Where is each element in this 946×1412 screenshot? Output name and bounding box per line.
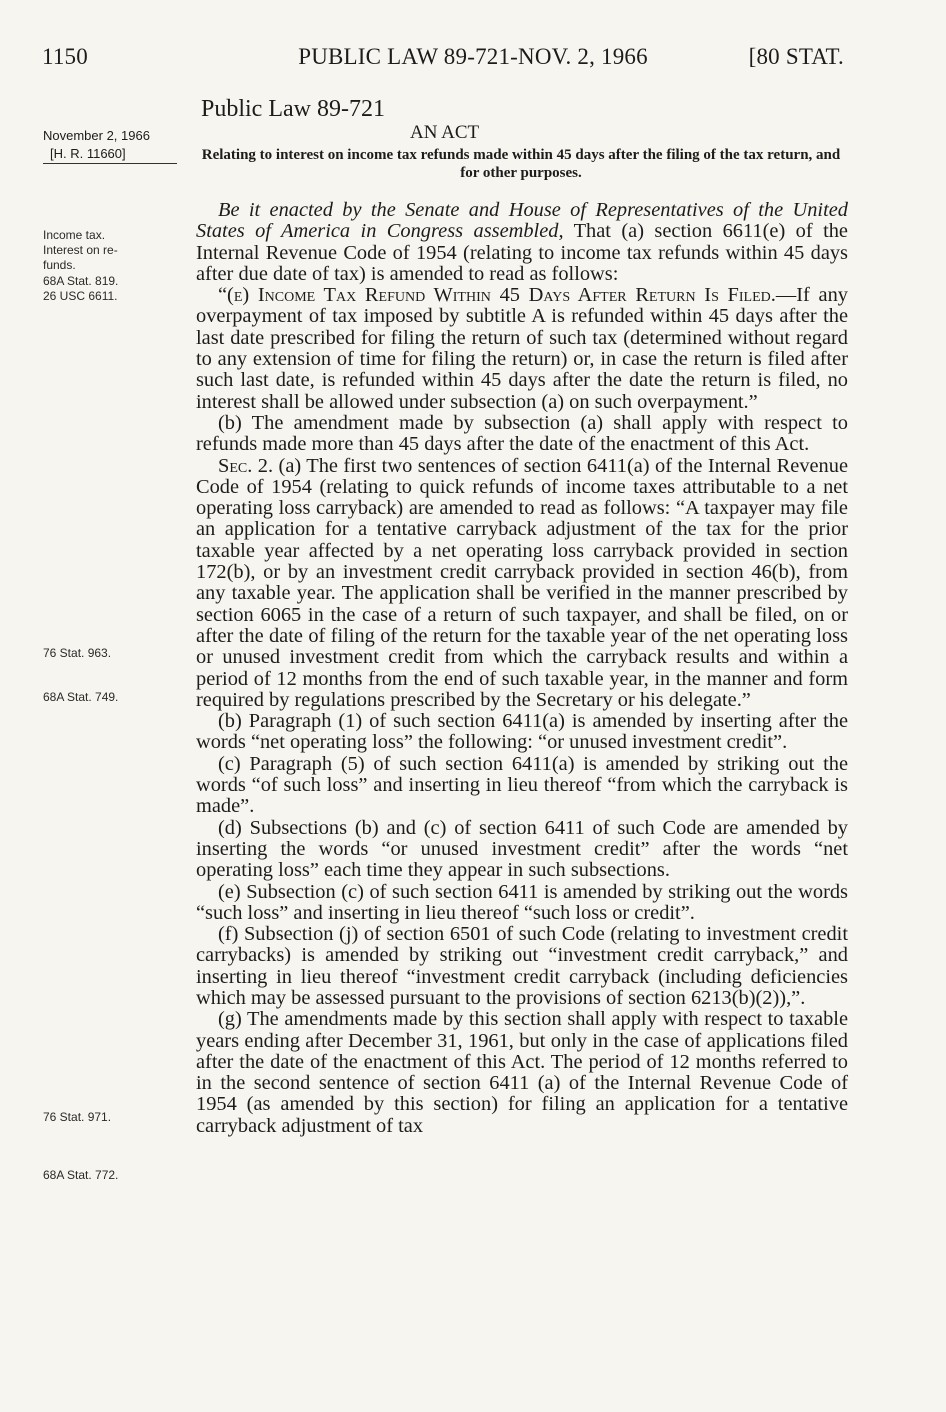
enactment-date: November 2, 1966 bbox=[43, 128, 150, 143]
paragraph: (e) Subsection (c) of such section 6411 is amended by striking out the words “such loss” and inserting in lieu thereof “such loss or credit”. bbox=[196, 880, 848, 924]
paragraph: (f) Subsection (j) of section 6501 of such Code (relating to investment credit carrybacks) is amended by striking out “investment credit carryback,” and inserting in lieu thereof “investment credit carryback (including deficiencies which may be assessed pursuant to the provisions of section 6213(b)(2)),”. bbox=[196, 923, 848, 1009]
margin-note-line: 76 Stat. 971. bbox=[43, 1110, 112, 1124]
subsection-heading: “(e) Income Tax Refund Within 45 Days After Return Is Filed. bbox=[218, 284, 776, 307]
margin-note bbox=[43, 690, 193, 705]
subsection-e-text bbox=[196, 285, 848, 413]
margin-note-line: Income tax. bbox=[43, 228, 106, 242]
section-2-paragraph bbox=[196, 456, 848, 712]
margin-note-line: 68A Stat. 772. bbox=[43, 1168, 119, 1182]
paragraph-text: That (a) section 6611(e) of the Internal Revenue Code of 1954 (relating to income tax refunds within 45 days after due date of tax) is amended to read as follows: bbox=[196, 220, 848, 285]
margin-note-line: Interest on re- bbox=[43, 243, 118, 257]
margin-note-line: 26 USC 6611. bbox=[43, 289, 118, 303]
running-header: PUBLIC LAW 89-721-NOV. 2, 1966 bbox=[298, 44, 648, 69]
margin-note-line: 68A Stat. 819. bbox=[43, 274, 119, 288]
paragraph: (b) The amendment made by subsection (a) shall apply with respect to refunds made more than 45 days after the date of the enactment of this Act. bbox=[196, 411, 848, 456]
margin-note bbox=[43, 1168, 193, 1183]
page-number: 1150 bbox=[42, 44, 88, 69]
margin-note-line: 76 Stat. 963. bbox=[43, 646, 112, 660]
act-body bbox=[196, 200, 848, 1137]
public-law-title: Public Law 89-721 bbox=[201, 96, 385, 122]
margin-divider bbox=[43, 163, 177, 164]
enacting-clause: Be it enacted by the Senate and House of Representatives of the United States of America in Congress assembled, bbox=[196, 199, 848, 243]
statute-volume-ref: [80 STAT. bbox=[748, 44, 844, 69]
margin-note bbox=[43, 274, 193, 304]
paragraph-text: —If any overpayment of tax imposed by subtitle A is refunded within 45 days after the last date prescribed for filing the return of such tax (determined without regard to any extension of time for filing the return) or, in case the return is filed after such last date, is refunded within 45 days after the date the return is filed, no interest shall be allowed under subsection (a) on such overpayment.” bbox=[196, 284, 848, 413]
act-caption: Relating to interest on income tax refunds made within 45 days after the filing of the tax return, and for other purposes. bbox=[201, 147, 841, 181]
margin-note-line: funds. bbox=[43, 258, 76, 272]
margin-note bbox=[43, 646, 193, 661]
margin-note bbox=[43, 1110, 193, 1125]
paragraph: (b) Paragraph (1) of such section 6411(a) is amended by inserting after the words “net operating loss” the following: “or unused investment credit”. bbox=[196, 710, 848, 754]
act-heading: AN ACT bbox=[410, 122, 480, 143]
margin-note bbox=[43, 228, 193, 273]
bill-number: [H. R. 11660] bbox=[50, 146, 126, 161]
margin-note-line: 68A Stat. 749. bbox=[43, 690, 119, 704]
paragraph: (g) The amendments made by this section shall apply with respect to taxable years ending after December 31, 1961, but only in the case of applications filed after the date of the enactment of this Act. The period of 12 months referred to in the second sentence of section 6411 (a) of the Internal Revenue Code of 1954 (as amended by this section) for filing an application for a tentative carryback adjustment of tax bbox=[196, 1008, 848, 1137]
paragraph: (d) Subsections (b) and (c) of section 6411 of such Code are amended by inserting the words “or unused investment credit” after the words “net operating loss” each time they appear in such subsections. bbox=[196, 816, 848, 882]
paragraph: (c) Paragraph (5) of such section 6411(a) is amended by striking out the words “of such loss” and inserting in lieu thereof “from which the carryback is made”. bbox=[196, 752, 848, 818]
enacting-paragraph bbox=[196, 200, 848, 285]
paragraph-text: (a) The first two sentences of section 6411(a) of the Internal Revenue Code of 1954 (relating to quick refunds of income taxes attributable to a net operating loss carryback) are amended to read as follows: “A taxpayer may file an application for a tentative carryback adjustment of the tax for the prior taxable year affected by a net operating loss carryback provided in section 172(b), or by an investment credit carryback provided in section 46(b), from any taxable year. The application shall be verified in the manner prescribed by section 6065 in the case of a return of such taxpayer, and shall be filed, on or after the date of filing of the return for the taxable year of the net operating loss or unused investment credit from which the carryback results and within a period of 12 months from the end of such taxable year, in the manner and form required by regulations prescribed by the Secretary or his delegate.” bbox=[196, 454, 849, 711]
section-label: Sec. 2. bbox=[218, 454, 274, 477]
